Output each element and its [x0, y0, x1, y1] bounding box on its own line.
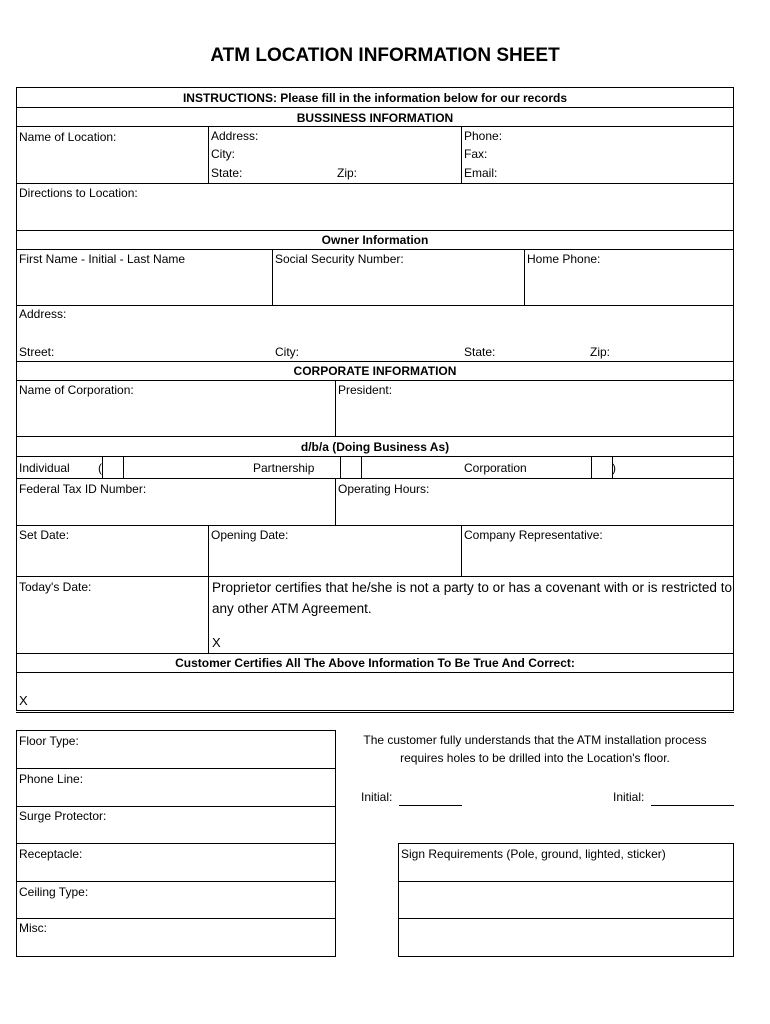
street-label: Street:: [19, 345, 55, 359]
proprietor-signature-x: X: [212, 635, 221, 650]
divider: [16, 249, 734, 250]
divider: [16, 653, 734, 654]
divider: [398, 918, 734, 919]
divider: [461, 126, 462, 183]
corporation-name-label: Name of Corporation:: [19, 383, 134, 397]
phone-line-label: Phone Line:: [19, 772, 84, 786]
state-label: State:: [211, 166, 243, 180]
president-label: President:: [338, 383, 393, 397]
corporate-header: CORPORATE INFORMATION: [293, 364, 457, 378]
divider: [16, 230, 734, 231]
divider: [16, 672, 734, 673]
owner-zip-label: Zip:: [590, 345, 611, 359]
divider: [335, 380, 336, 436]
divider: [208, 126, 209, 183]
owner-header: Owner Information: [321, 233, 429, 247]
surge-protector-label: Surge Protector:: [19, 809, 107, 823]
form-bottom-rule: [16, 712, 734, 713]
floor-notice-line1: The customer fully understands that the ATM installation process: [363, 733, 707, 747]
fax-label: Fax:: [464, 147, 488, 161]
name-of-location-label: Name of Location:: [19, 130, 117, 144]
address-label: Address:: [211, 129, 259, 143]
city-label: City:: [211, 147, 235, 161]
divider: [16, 881, 336, 882]
operating-hours-label: Operating Hours:: [338, 482, 430, 496]
initial-left-line[interactable]: [399, 805, 462, 806]
owner-state-label: State:: [464, 345, 496, 359]
divider: [16, 436, 734, 437]
instructions-text: INSTRUCTIONS: Please fill in the information below for our records: [182, 91, 568, 105]
divider: [16, 361, 734, 362]
initial-left-label: Initial:: [361, 790, 393, 804]
directions-label: Directions to Location:: [19, 186, 138, 200]
owner-name-label: First Name - Initial - Last Name: [19, 252, 186, 266]
initial-right-line[interactable]: [651, 805, 734, 806]
divider: [16, 806, 336, 807]
individual-label: Individual: [19, 461, 70, 475]
partnership-checkbox[interactable]: [340, 456, 362, 479]
divider: [16, 183, 734, 184]
opening-date-label: Opening Date:: [211, 528, 289, 542]
page-title: ATM LOCATION INFORMATION SHEET: [210, 45, 560, 66]
divider: [16, 107, 734, 108]
federal-tax-id-label: Federal Tax ID Number:: [19, 482, 147, 496]
corporation-checkbox[interactable]: [591, 456, 613, 479]
misc-label: Misc:: [19, 921, 47, 935]
owner-city-label: City:: [275, 345, 299, 359]
divider: [272, 249, 273, 305]
customer-signature-x: X: [19, 693, 28, 708]
divider: [16, 525, 734, 526]
receptacle-label: Receptacle:: [19, 847, 83, 861]
divider: [461, 525, 462, 576]
home-phone-label: Home Phone:: [527, 252, 601, 266]
individual-checkbox[interactable]: [102, 456, 124, 479]
divider: [16, 843, 336, 844]
floor-notice-line2: requires holes to be drilled into the Location's floor.: [400, 751, 670, 765]
divider: [16, 305, 734, 306]
owner-address-label: Address:: [19, 307, 67, 321]
open-paren: (: [98, 461, 102, 475]
zip-label: Zip:: [337, 166, 358, 180]
corporation-label: Corporation: [464, 461, 527, 475]
proprietor-statement: Proprietor certifies that he/she is not a party to or has a covenant with or is restricted to any other ATM Agreement.: [212, 580, 732, 616]
divider: [16, 126, 734, 127]
sign-requirements-label: Sign Requirements (Pole, ground, lighted, sticker): [401, 847, 666, 861]
floor-type-label: Floor Type:: [19, 734, 79, 748]
divider: [16, 768, 336, 769]
business-header: BUSSINESS INFORMATION: [296, 111, 454, 125]
close-paren: ): [612, 461, 616, 475]
divider: [524, 249, 525, 305]
todays-date-label: Today's Date:: [19, 580, 92, 594]
divider: [208, 525, 209, 653]
set-date-label: Set Date:: [19, 528, 70, 542]
divider: [16, 380, 734, 381]
dba-header: d/b/a (Doing Business As): [300, 440, 450, 454]
divider: [398, 881, 734, 882]
certify-header: Customer Certifies All The Above Information To Be True And Correct:: [175, 656, 575, 670]
ceiling-type-label: Ceiling Type:: [19, 885, 89, 899]
email-label: Email:: [464, 166, 498, 180]
company-rep-label: Company Representative:: [464, 528, 603, 542]
divider: [335, 478, 336, 525]
partnership-label: Partnership: [253, 461, 315, 475]
phone-label: Phone:: [464, 129, 503, 143]
ssn-label: Social Security Number:: [275, 252, 404, 266]
initial-right-label: Initial:: [613, 790, 645, 804]
divider: [16, 918, 336, 919]
